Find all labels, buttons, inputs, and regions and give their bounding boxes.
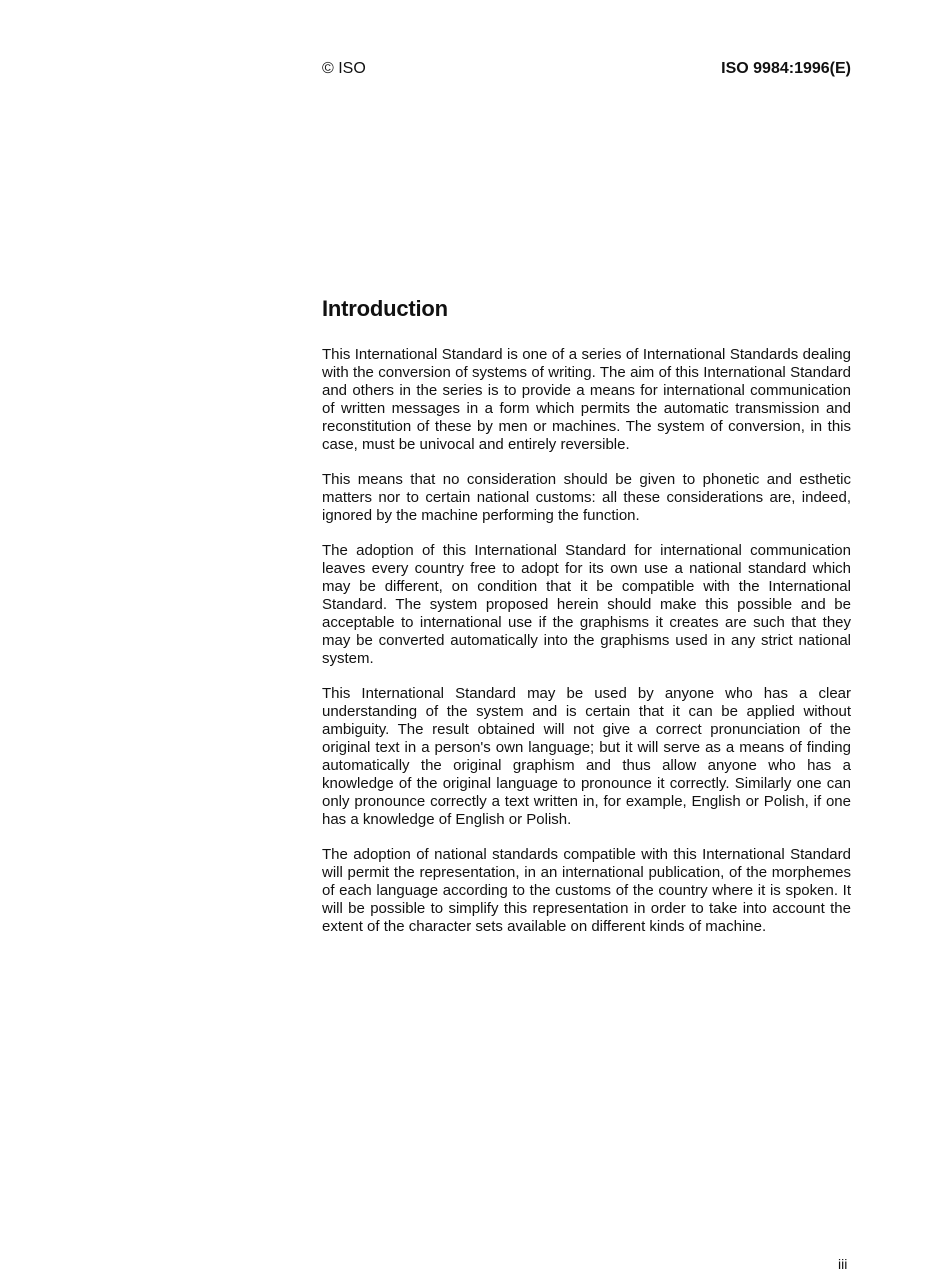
page-number: iii <box>838 1256 848 1272</box>
copyright-label: © ISO <box>322 60 366 77</box>
paragraph-3: The adoption of this International Standard for international communication leaves every country free to adopt for its own use a national standard which may be different, on condition that it be compatible with the International Standard. The system proposed herein should make this possible and be acceptable to international use if the graphisms it creates are such that they may be converted automatically into the graphisms used in any strict national system. <box>322 542 851 667</box>
standard-number: ISO 9984:1996(E) <box>721 60 851 77</box>
introduction-body <box>322 346 851 953</box>
page-header <box>322 60 851 82</box>
section-title: Introduction <box>322 296 448 321</box>
paragraph-1: This International Standard is one of a series of International Standards dealing with the conversion of systems of writing. The aim of this International Standard and others in the series is to provide a means for international communication of written messages in a form which permits the automatic transmission and reconstitution of these by men or machines. The system of conversion, in this case, must be univocal and entirely reversible. <box>322 346 851 453</box>
paragraph-4: This International Standard may be used by anyone who has a clear understanding of the system and is certain that it can be applied without ambiguity. The result obtained will not give a correct pronunciation of the original text in a person's own language; but it will serve as a means of finding automatically the original graphism and thus allow anyone who has a knowledge of the original language to pronounce it correctly. Similarly one can only pronounce correctly a text written in, for example, English or Polish, if one has a knowledge of English or Polish. <box>322 685 851 828</box>
paragraph-2: This means that no consideration should be given to phonetic and esthetic matters nor to certain national customs: all these considerations are, indeed, ignored by the machine performing the function. <box>322 471 851 524</box>
paragraph-5: The adoption of national standards compatible with this International Standard will permit the representation, in an international publication, of the morphemes of each language according to the customs of the country where it is spoken. It will be possible to simplify this representation in order to take into account the extent of the character sets available on different kinds of machine. <box>322 846 851 935</box>
